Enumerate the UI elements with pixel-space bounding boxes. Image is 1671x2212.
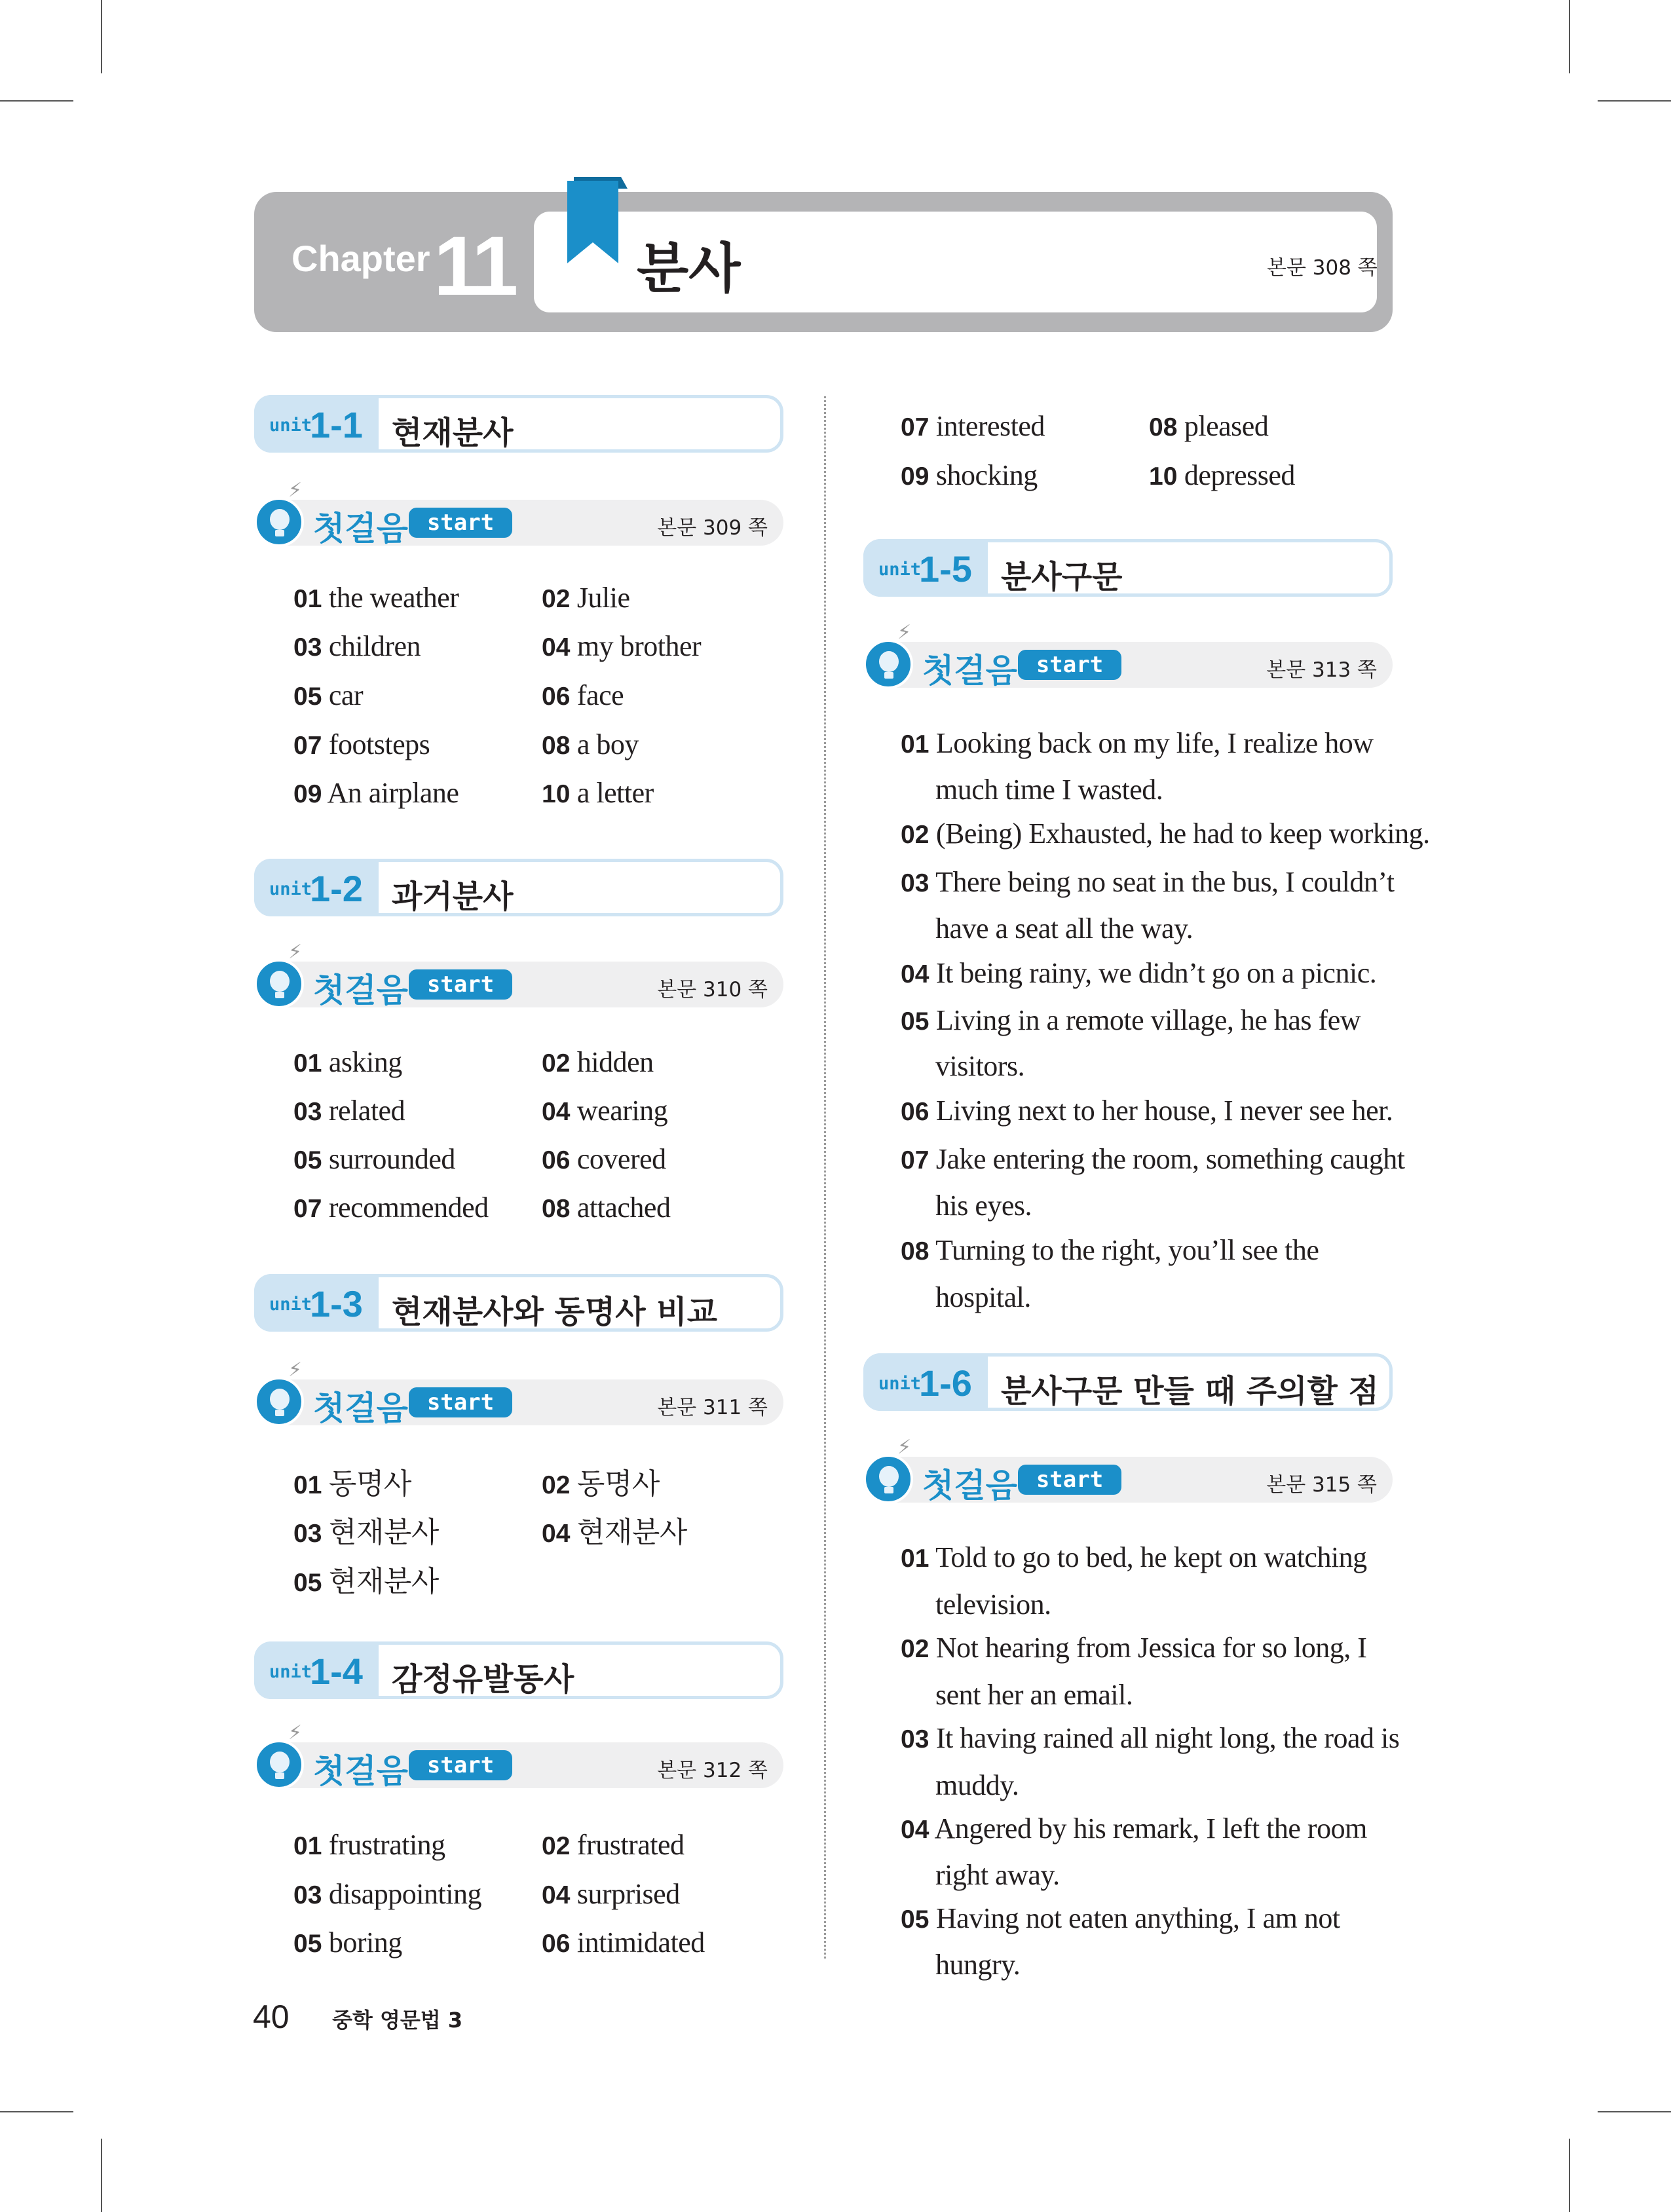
unit-title: 감정유발동사 bbox=[392, 1661, 574, 1698]
answer-item bbox=[901, 1631, 1366, 1664]
lightbulb-base bbox=[275, 992, 284, 998]
answer-item bbox=[542, 1460, 660, 1502]
first-step-label: 첫걸음 bbox=[922, 1467, 1017, 1505]
answer-number: 05 bbox=[293, 1146, 322, 1174]
chapter-word: Chapter bbox=[291, 238, 430, 279]
answer-text: boring bbox=[328, 1926, 402, 1959]
page-ref: 본문 312 쪽 bbox=[657, 1759, 768, 1782]
answer-number: 07 bbox=[901, 1146, 929, 1174]
unit-number: 1-3 bbox=[310, 1283, 363, 1324]
unit-word: unit bbox=[269, 1294, 312, 1315]
answer-continuation: his eyes. bbox=[935, 1190, 1032, 1222]
answer-number: 04 bbox=[901, 1816, 929, 1844]
page-ref: 본문 309 쪽 bbox=[657, 516, 768, 540]
answer-continuation: have a seat all the way. bbox=[935, 912, 1193, 945]
answer-item bbox=[293, 629, 421, 663]
answer-text: Living next to her house, I never see her. bbox=[935, 1095, 1393, 1127]
answer-item bbox=[901, 1902, 1340, 1935]
answer-number: 01 bbox=[901, 730, 929, 759]
answer-item bbox=[542, 1094, 667, 1127]
unit-title: 분사구문 bbox=[1001, 559, 1123, 595]
answer-item bbox=[293, 1045, 402, 1079]
answer-text: depressed bbox=[1184, 459, 1295, 491]
answer-number: 05 bbox=[901, 1905, 929, 1934]
lightbulb-base bbox=[275, 1772, 284, 1779]
answer-number: 06 bbox=[542, 683, 571, 711]
answer-item bbox=[901, 1142, 1404, 1176]
crop-mark bbox=[1569, 0, 1570, 73]
answer-text: the weather bbox=[328, 582, 459, 614]
answer-item bbox=[542, 776, 654, 810]
answer-text: (Being) Exhausted, he had to keep working. bbox=[935, 817, 1430, 850]
answer-item bbox=[542, 629, 701, 663]
answer-number: 05 bbox=[293, 1569, 322, 1597]
first-step-bar bbox=[863, 1436, 1393, 1505]
first-step-label: 첫걸음 bbox=[313, 510, 408, 548]
lightbulb-glass bbox=[270, 509, 290, 530]
crop-mark bbox=[0, 100, 73, 102]
answer-number: 01 bbox=[293, 1832, 322, 1860]
answer-text: asking bbox=[328, 1046, 402, 1078]
answer-continuation: hospital. bbox=[935, 1281, 1031, 1313]
answer-number: 03 bbox=[901, 1725, 929, 1753]
spark-icon: ⚡ bbox=[288, 479, 303, 502]
answer-text: frustrated bbox=[576, 1829, 685, 1861]
start-badge: start bbox=[1018, 650, 1121, 680]
lightbulb-base bbox=[275, 530, 284, 536]
answer-number: 03 bbox=[293, 1098, 322, 1126]
start-badge: start bbox=[409, 1387, 512, 1417]
unit-bar bbox=[254, 859, 783, 916]
answer-number: 02 bbox=[901, 821, 929, 849]
answer-number: 04 bbox=[542, 1098, 571, 1126]
answer-item bbox=[901, 1812, 1367, 1845]
bookmark-icon bbox=[565, 177, 630, 269]
answer-number: 02 bbox=[901, 1635, 929, 1663]
start-badge: start bbox=[409, 508, 512, 538]
answer-number: 04 bbox=[542, 633, 571, 662]
answer-number: 05 bbox=[901, 1007, 929, 1036]
answer-item bbox=[901, 726, 1374, 760]
unit-title: 현재분사와 동명사 비교 bbox=[392, 1294, 718, 1330]
answer-text: 동명사 bbox=[328, 1468, 411, 1500]
answer-item bbox=[542, 1045, 654, 1079]
spark-icon: ⚡ bbox=[288, 941, 303, 964]
answer-number: 05 bbox=[293, 683, 322, 711]
book-title: 중학 영문법 3 bbox=[332, 2008, 463, 2033]
spark-icon: ⚡ bbox=[288, 1359, 303, 1381]
answer-number: 03 bbox=[293, 633, 322, 662]
answer-text: interested bbox=[935, 410, 1045, 442]
answer-number: 03 bbox=[293, 1520, 322, 1548]
lightbulb-glass bbox=[879, 651, 899, 672]
answer-item bbox=[901, 459, 1038, 492]
answer-number: 04 bbox=[542, 1881, 571, 1909]
answer-number: 02 bbox=[542, 1471, 571, 1499]
answer-text: Having not eaten anything, I am not bbox=[935, 1902, 1340, 1934]
crop-mark bbox=[1598, 100, 1671, 102]
unit-title: 분사구문 만들 때 주의할 점 bbox=[1001, 1373, 1379, 1410]
answer-text: It having rained all night long, the road is bbox=[935, 1722, 1400, 1754]
answer-number: 04 bbox=[901, 960, 929, 988]
first-step-bar bbox=[254, 1359, 783, 1427]
answer-text: surprised bbox=[576, 1878, 680, 1910]
answer-continuation: right away. bbox=[935, 1859, 1060, 1891]
answer-item bbox=[542, 1877, 680, 1911]
unit-number: 1-4 bbox=[310, 1651, 363, 1692]
answer-item bbox=[293, 1142, 455, 1176]
first-step-label: 첫걸음 bbox=[922, 652, 1017, 690]
lightbulb-glass bbox=[270, 1752, 290, 1772]
lightbulb-glass bbox=[270, 971, 290, 992]
answer-text: 현재분사 bbox=[328, 1516, 439, 1548]
unit-word: unit bbox=[878, 1374, 922, 1394]
answer-number: 02 bbox=[542, 1049, 571, 1078]
unit-bar bbox=[863, 1353, 1393, 1411]
answer-number: 09 bbox=[293, 780, 322, 808]
answer-number: 08 bbox=[901, 1237, 929, 1265]
crop-mark bbox=[1598, 2111, 1671, 2112]
answer-item bbox=[542, 1509, 687, 1550]
unit-bar bbox=[254, 1274, 783, 1332]
crop-mark bbox=[0, 2111, 73, 2112]
answer-item bbox=[1149, 459, 1295, 492]
column-divider bbox=[824, 396, 826, 1959]
answer-number: 01 bbox=[293, 1471, 322, 1499]
answer-item bbox=[542, 581, 630, 614]
answer-text: shocking bbox=[935, 459, 1038, 491]
answer-item bbox=[293, 776, 459, 810]
answer-text: my brother bbox=[576, 630, 702, 662]
answer-continuation: sent her an email. bbox=[935, 1679, 1133, 1711]
answer-text: attached bbox=[576, 1191, 671, 1224]
answer-text: covered bbox=[576, 1143, 666, 1175]
answer-number: 07 bbox=[293, 732, 322, 760]
first-step-bar bbox=[254, 1721, 783, 1790]
answer-continuation: visitors. bbox=[935, 1050, 1025, 1082]
unit-bar bbox=[863, 539, 1393, 597]
page-ref: 본문 313 쪽 bbox=[1266, 658, 1377, 682]
answer-text: Turning to the right, you’ll see the bbox=[935, 1234, 1319, 1266]
answer-item bbox=[542, 679, 624, 712]
answer-text: a letter bbox=[576, 777, 654, 809]
answer-continuation: much time I wasted. bbox=[935, 774, 1163, 806]
answer-item bbox=[293, 1558, 439, 1600]
answer-number: 08 bbox=[1149, 413, 1178, 441]
answer-text: 현재분사 bbox=[576, 1516, 687, 1548]
chapter-number: 11 bbox=[434, 219, 515, 313]
unit-title: 현재분사 bbox=[392, 415, 514, 451]
spark-icon: ⚡ bbox=[897, 621, 912, 644]
answer-number: 01 bbox=[293, 585, 322, 613]
answer-item bbox=[293, 1828, 445, 1862]
first-step-bar bbox=[254, 941, 783, 1009]
first-step-bar bbox=[254, 479, 783, 548]
answer-item bbox=[293, 1460, 411, 1502]
answer-item bbox=[901, 817, 1430, 850]
chapter-title: 분사 bbox=[637, 238, 741, 300]
answer-item bbox=[1149, 409, 1268, 443]
lightbulb-icon bbox=[254, 1377, 304, 1427]
answer-continuation: hungry. bbox=[935, 1949, 1021, 1981]
answer-number: 03 bbox=[901, 869, 929, 897]
unit-word: unit bbox=[878, 559, 922, 580]
answer-item bbox=[293, 581, 459, 614]
lightbulb-base bbox=[884, 1487, 893, 1493]
lightbulb-icon bbox=[254, 1740, 304, 1790]
answer-number: 06 bbox=[901, 1098, 929, 1126]
answer-number: 10 bbox=[1149, 462, 1178, 491]
unit-word: unit bbox=[269, 415, 312, 436]
unit-word: unit bbox=[269, 879, 312, 899]
lightbulb-icon bbox=[863, 639, 913, 689]
answer-item bbox=[901, 1003, 1361, 1037]
answer-number: 05 bbox=[293, 1930, 322, 1958]
first-step-label: 첫걸음 bbox=[313, 971, 408, 1009]
page-ref: 본문 310 쪽 bbox=[657, 978, 768, 1002]
crop-mark bbox=[101, 0, 102, 73]
unit-number: 1-1 bbox=[310, 404, 363, 445]
answer-number: 07 bbox=[293, 1195, 322, 1223]
first-step-label: 첫걸음 bbox=[313, 1752, 408, 1790]
answer-item bbox=[901, 1233, 1319, 1267]
answer-text: Julie bbox=[576, 582, 630, 614]
start-badge: start bbox=[409, 1750, 512, 1780]
answer-number: 04 bbox=[542, 1520, 571, 1548]
answer-text: 동명사 bbox=[576, 1468, 660, 1500]
answer-item bbox=[293, 1509, 439, 1550]
lightbulb-base bbox=[884, 672, 893, 679]
answer-number: 02 bbox=[542, 585, 571, 613]
answer-item bbox=[293, 679, 363, 712]
answer-text: disappointing bbox=[328, 1878, 481, 1910]
start-badge: start bbox=[409, 969, 512, 1000]
answer-item bbox=[901, 1541, 1367, 1574]
page-ref: 본문 311 쪽 bbox=[657, 1396, 768, 1419]
answer-number: 10 bbox=[542, 780, 571, 808]
answer-text: surrounded bbox=[328, 1143, 455, 1175]
crop-mark bbox=[101, 2139, 102, 2212]
answer-text: Told to go to bed, he kept on watching bbox=[935, 1541, 1367, 1573]
page-number: 40 bbox=[253, 1998, 290, 2035]
lightbulb-glass bbox=[270, 1389, 290, 1410]
answer-item bbox=[293, 1877, 481, 1911]
spark-icon: ⚡ bbox=[288, 1721, 303, 1744]
answer-text: face bbox=[576, 679, 624, 711]
answer-text: children bbox=[328, 630, 421, 662]
answer-number: 01 bbox=[293, 1049, 322, 1078]
start-badge: start bbox=[1018, 1465, 1121, 1495]
unit-number: 1-5 bbox=[919, 548, 972, 590]
answer-item bbox=[542, 1828, 684, 1862]
answer-text: recommended bbox=[328, 1191, 489, 1224]
answer-item bbox=[542, 1142, 666, 1176]
answer-number: 09 bbox=[901, 462, 929, 491]
answer-number: 02 bbox=[542, 1832, 571, 1860]
answer-text: There being no seat in the bus, I couldn’t bbox=[935, 866, 1395, 898]
answer-item bbox=[293, 1094, 405, 1127]
answer-text: frustrating bbox=[328, 1829, 445, 1861]
lightbulb-glass bbox=[879, 1466, 899, 1487]
unit-word: unit bbox=[269, 1662, 312, 1682]
answer-item bbox=[542, 728, 639, 761]
answer-number: 08 bbox=[542, 1195, 571, 1223]
answer-item bbox=[901, 956, 1376, 990]
answer-text: Looking back on my life, I realize how bbox=[935, 727, 1374, 759]
first-step-bar bbox=[863, 621, 1393, 690]
answer-text: related bbox=[328, 1095, 405, 1127]
answer-number: 03 bbox=[293, 1881, 322, 1909]
unit-title: 과거분사 bbox=[392, 878, 514, 915]
answer-text: Not hearing from Jessica for so long, I bbox=[935, 1632, 1367, 1664]
answer-text: a boy bbox=[576, 728, 639, 760]
unit-bar bbox=[254, 395, 783, 453]
answer-item bbox=[901, 1094, 1393, 1127]
lightbulb-icon bbox=[254, 959, 304, 1009]
answer-text: 현재분사 bbox=[328, 1565, 439, 1598]
lightbulb-icon bbox=[254, 497, 304, 547]
answer-item bbox=[542, 1191, 670, 1224]
lightbulb-base bbox=[275, 1410, 284, 1416]
answer-text: hidden bbox=[576, 1046, 654, 1078]
answer-item bbox=[901, 409, 1045, 443]
answer-text: Living in a remote village, he has few bbox=[935, 1004, 1361, 1036]
answer-item bbox=[542, 1926, 705, 1959]
answer-text: An airplane bbox=[327, 777, 459, 809]
answer-text: Angered by his remark, I left the room bbox=[934, 1812, 1367, 1845]
answer-number: 01 bbox=[901, 1545, 929, 1573]
answer-continuation: muddy. bbox=[935, 1769, 1019, 1801]
unit-number: 1-2 bbox=[310, 868, 363, 909]
answer-text: footsteps bbox=[328, 728, 430, 760]
answer-item bbox=[901, 1721, 1399, 1755]
lightbulb-icon bbox=[863, 1454, 913, 1504]
answer-text: wearing bbox=[576, 1095, 668, 1127]
spark-icon: ⚡ bbox=[897, 1436, 912, 1459]
chapter-page-ref: 본문 308 쪽 bbox=[1267, 256, 1378, 280]
first-step-label: 첫걸음 bbox=[313, 1389, 408, 1427]
page-ref: 본문 315 쪽 bbox=[1266, 1473, 1377, 1497]
crop-mark bbox=[1569, 2139, 1570, 2212]
unit-number: 1-6 bbox=[919, 1362, 972, 1404]
answer-text: Jake entering the room, something caught bbox=[935, 1143, 1405, 1175]
answer-text: intimidated bbox=[576, 1926, 705, 1959]
answer-number: 08 bbox=[542, 732, 571, 760]
answer-item bbox=[901, 865, 1394, 899]
unit-bar bbox=[254, 1641, 783, 1699]
answer-number: 06 bbox=[542, 1930, 571, 1958]
answer-continuation: television. bbox=[935, 1588, 1051, 1621]
answer-number: 06 bbox=[542, 1146, 571, 1174]
answer-text: car bbox=[328, 679, 364, 711]
answer-item bbox=[293, 728, 430, 761]
answer-text: It being rainy, we didn’t go on a picnic. bbox=[935, 957, 1377, 989]
answer-number: 07 bbox=[901, 413, 929, 441]
answer-item bbox=[293, 1191, 489, 1224]
answer-item bbox=[293, 1926, 402, 1959]
answer-text: pleased bbox=[1184, 410, 1269, 442]
